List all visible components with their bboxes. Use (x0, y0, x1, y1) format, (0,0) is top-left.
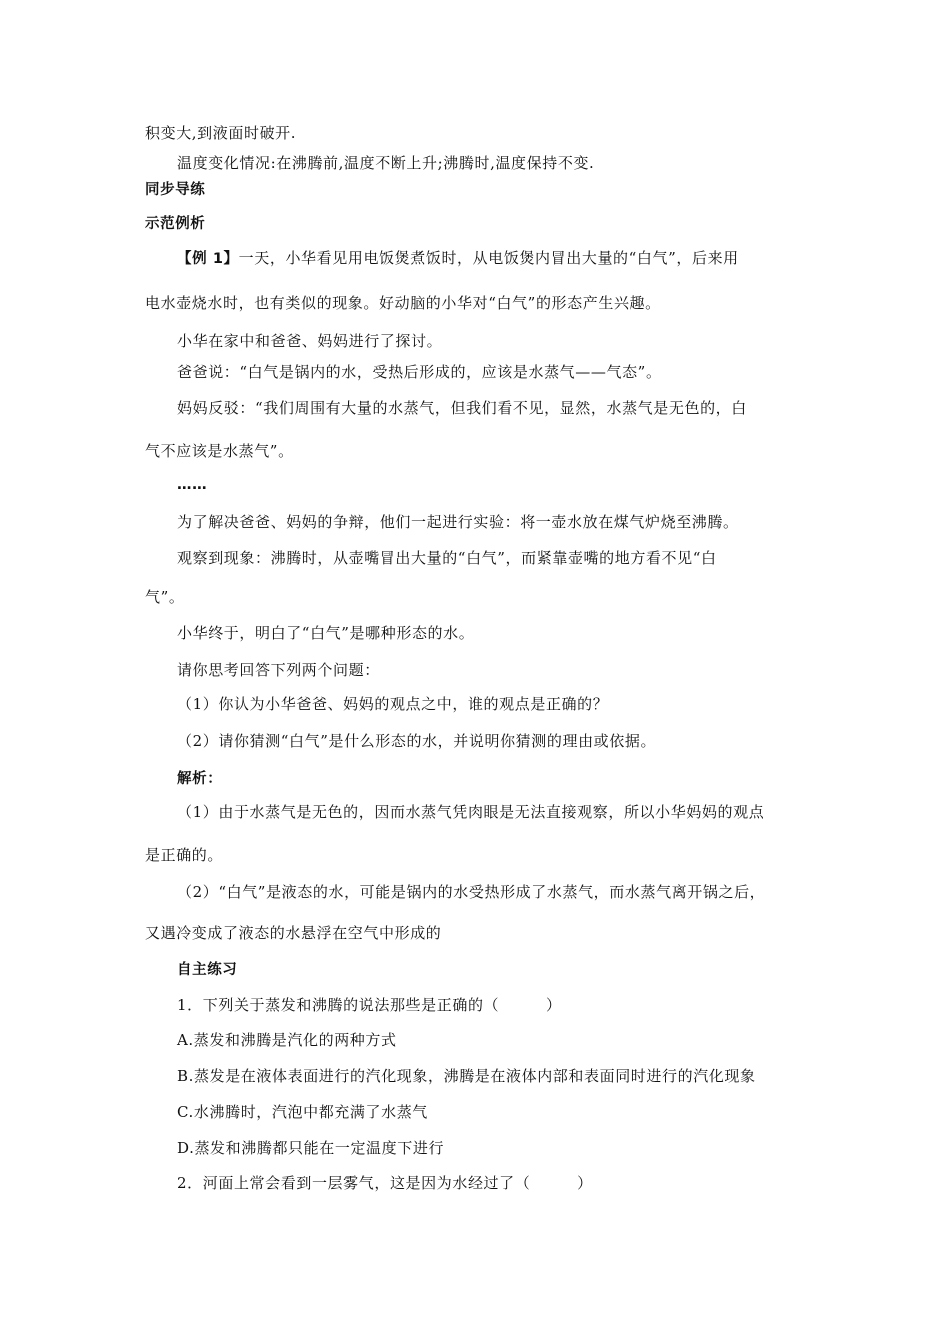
example-p5: 为了解决爸爸、妈妈的争辩，他们一起进行实验：将一壶水放在煤气炉烧至沸腾。 (177, 513, 739, 531)
analysis-label: 解析： (177, 771, 223, 787)
practice-option-c: C.水沸腾时，汽泡中都充满了水蒸气 (177, 1103, 428, 1121)
intro-line-2: 温度变化情况:在沸腾前,温度不断上升;沸腾时,温度保持不变. (177, 154, 595, 172)
practice-option-d: D.蒸发和沸腾都只能在一定温度下进行 (177, 1139, 445, 1157)
practice-question-1: 1．下列关于蒸发和沸腾的说法那些是正确的（ ） (177, 996, 562, 1014)
example-p3: 爸爸说：“白气是锅内的水，受热后形成的，应该是水蒸气——气态”。 (177, 363, 662, 381)
example-p8: 请你思考回答下列两个问题： (177, 661, 380, 679)
example-p4: 妈妈反驳：“我们周围有大量的水蒸气，但我们看不见，显然，水蒸气是无色的，白 (177, 399, 747, 417)
example-p6-cont: 气”。 (145, 588, 185, 606)
practice-option-a: A.蒸发和沸腾是汽化的两种方式 (177, 1031, 397, 1049)
section-title: 同步导练 (145, 182, 206, 198)
example-p6: 观察到现象：沸腾时，从壶嘴冒出大量的“白气”，而紧靠壶嘴的地方看不见“白 (177, 549, 717, 567)
example-p4-cont: 气不应该是水蒸气”。 (145, 442, 294, 460)
practice-question-2: 2．河面上常会看到一层雾气，这是因为水经过了（ ） (177, 1174, 593, 1192)
analysis-answer-2-cont: 又遇冷变成了液态的水悬浮在空气中形成的 (145, 924, 442, 942)
intro-line-1: 积变大,到液面时破开. (145, 124, 297, 142)
example-p2: 小华在家中和爸爸、妈妈进行了探讨。 (177, 332, 443, 350)
example-p7: 小华终于，明白了“白气”是哪种形态的水。 (177, 624, 475, 642)
example-ellipsis: …… (177, 477, 208, 493)
practice-option-b: B.蒸发是在液体表面进行的汽化现象，沸腾是在液体内部和表面同时进行的汽化现象 (177, 1067, 756, 1085)
practice-title: 自主练习 (177, 962, 238, 978)
analysis-answer-1-cont: 是正确的。 (145, 846, 224, 864)
example-p1-cont: 电水壶烧水时，也有类似的现象。好动脑的小华对“白气”的形态产生兴趣。 (145, 294, 661, 312)
example-question-2: （2）请你猜测“白气”是什么形态的水，并说明你猜测的理由或依据。 (177, 732, 657, 750)
analysis-answer-2: （2）“白气”是液态的水，可能是锅内的水受热形成了水蒸气，而水蒸气离开锅之后， (177, 883, 766, 901)
example-p1-text: 一天，小华看见用电饭煲煮饭时，从电饭煲内冒出大量的“白气”，后来用 (238, 249, 739, 267)
example-paragraph-1 (177, 248, 739, 269)
example-label: 【例 1】 (177, 251, 239, 267)
analysis-answer-1: （1）由于水蒸气是无色的，因而水蒸气凭肉眼是无法直接观察，所以小华妈妈的观点 (177, 803, 765, 821)
subsection-title: 示范例析 (145, 216, 206, 232)
example-question-1: （1）你认为小华爸爸、妈妈的观点之中，谁的观点是正确的？ (177, 695, 609, 713)
